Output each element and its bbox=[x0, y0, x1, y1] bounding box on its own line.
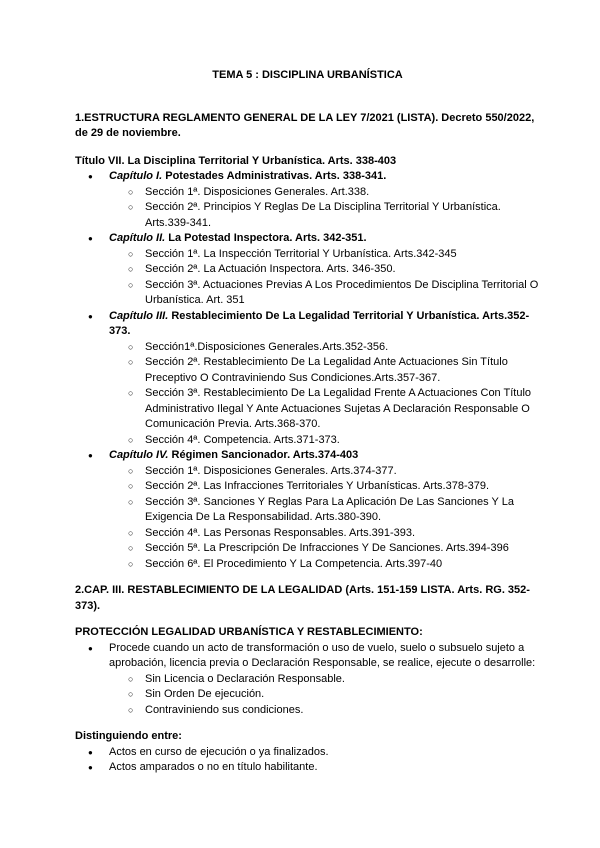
seccion-item: ○ Sección 5ª. La Prescripción De Infracciones Y De Sanciones. Arts.394-396 bbox=[75, 541, 540, 557]
capitulo-item bbox=[75, 309, 540, 449]
proteccion-bullet bbox=[75, 641, 540, 719]
distinguiendo-list bbox=[75, 745, 540, 776]
seccion-item: ○ Sección 1ª. Disposiciones Generales. Art.338. bbox=[75, 185, 540, 201]
distinguiendo-item: ● Actos en curso de ejecución o ya finalizados. bbox=[75, 745, 540, 761]
document-title: TEMA 5 : DISCIPLINA URBANÍSTICA bbox=[212, 69, 403, 81]
seccion-item: ○ Sección 2ª. Restablecimiento De La Legalidad Ante Actuaciones Sin Título Preceptivo O Contraviniendo Sus Condiciones.Arts.357-367. bbox=[75, 355, 540, 386]
seccion-item: ○ Sección1ª.Disposiciones Generales.Arts.352-356. bbox=[75, 340, 540, 356]
proteccion-subitem: ○ Sin Licencia o Declaración Responsable. bbox=[75, 672, 540, 688]
secciones-list bbox=[75, 247, 540, 309]
seccion-item: ○ Sección 3ª. Actuaciones Previas A Los Procedimientos De Disciplina Territorial O Urbanística. Art. 351 bbox=[75, 278, 540, 309]
proteccion-list bbox=[75, 641, 540, 719]
capitulo-label: Capítulo IV. bbox=[109, 449, 169, 461]
proteccion-bullet-text: Procede cuando un acto de transformación o uso de vuelo, suelo o subsuelo sujeto a aprobación, licencia previa o Declaración Responsable, se realice, ejecute o desarrolle: bbox=[109, 641, 536, 669]
capitulo-text: Régimen Sancionador. Arts.374-403 bbox=[168, 449, 359, 461]
capitulo-label: Capítulo II. bbox=[109, 232, 166, 244]
seccion-item: ○ Sección 3ª. Restablecimiento De La Legalidad Frente A Actuaciones Con Título Administrativo Ilegal Y Ante Actuaciones Sujetas A Declaración Responsable O Comunicación Previa. Arts.368-370. bbox=[75, 386, 540, 433]
proteccion-subitem: ○ Contraviniendo sus condiciones. bbox=[75, 703, 540, 719]
seccion-item: ○ Sección 4ª. Competencia. Arts.371-373. bbox=[75, 433, 540, 449]
seccion-item: ○ Sección 1ª. La Inspección Territorial Y Urbanística. Arts.342-345 bbox=[75, 247, 540, 263]
secciones-list bbox=[75, 185, 540, 232]
capitulo-text: La Potestad Inspectora. Arts. 342-351. bbox=[165, 232, 367, 244]
capitulo-item bbox=[75, 448, 540, 572]
distinguiendo-item: ● Actos amparados o no en título habilitante. bbox=[75, 760, 540, 776]
titulo-heading: Título VII. La Disciplina Territorial Y Urbanística. Arts. 338-403 bbox=[75, 154, 397, 167]
capitulo-text: Potestades Administrativas. Arts. 338-341. bbox=[162, 170, 387, 182]
capitulo-item bbox=[75, 169, 540, 231]
seccion-item: ○ Sección 2ª. Las Infracciones Territoriales Y Urbanísticas. Arts.378-379. bbox=[75, 479, 540, 495]
capitulo-text: Restablecimiento De La Legalidad Territorial Y Urbanística. Arts.352-373. bbox=[109, 309, 530, 337]
capitulo-label: Capítulo III. bbox=[109, 309, 169, 322]
seccion-item: ○ Sección 3ª. Sanciones Y Reglas Para La Aplicación De Las Sanciones Y La Exigencia De La Responsabilidad. Arts.380-390. bbox=[75, 495, 540, 526]
proteccion-heading: PROTECCIÓN LEGALIDAD URBANÍSTICA Y RESTABLECIMIENTO: bbox=[75, 626, 423, 638]
seccion-item: ○ Sección 2ª. Principios Y Reglas De La Disciplina Territorial Y Urbanística. Arts.339-341. bbox=[75, 200, 540, 231]
proteccion-subitem: ○ Sin Orden De ejecución. bbox=[75, 687, 540, 703]
section1-heading: 1.ESTRUCTURA REGLAMENTO GENERAL DE LA LEY 7/2021 (LISTA). Decreto 550/2022, de 29 de noviembre. bbox=[75, 111, 535, 139]
section2-heading: 2.CAP. III. RESTABLECIMIENTO DE LA LEGALIDAD (Arts. 151-159 LISTA. Arts. RG. 352-373). bbox=[75, 584, 530, 612]
proteccion-subitems bbox=[75, 672, 540, 719]
seccion-item: ○ Sección 2ª. La Actuación Inspectora. Arts. 346-350. bbox=[75, 262, 540, 278]
distinguiendo-heading: Distinguiendo entre: bbox=[75, 730, 182, 742]
capitulos-list bbox=[75, 169, 540, 572]
capitulo-label: Capítulo I. bbox=[109, 170, 163, 182]
capitulo-item bbox=[75, 231, 540, 309]
seccion-item: ○ Sección 4ª. Las Personas Responsables. Arts.391-393. bbox=[75, 526, 540, 542]
seccion-item: ○ Sección 1ª. Disposiciones Generales. Arts.374-377. bbox=[75, 464, 540, 480]
secciones-list bbox=[75, 464, 540, 573]
secciones-list bbox=[75, 340, 540, 449]
seccion-item: ○ Sección 6ª. El Procedimiento Y La Competencia. Arts.397-40 bbox=[75, 557, 540, 573]
